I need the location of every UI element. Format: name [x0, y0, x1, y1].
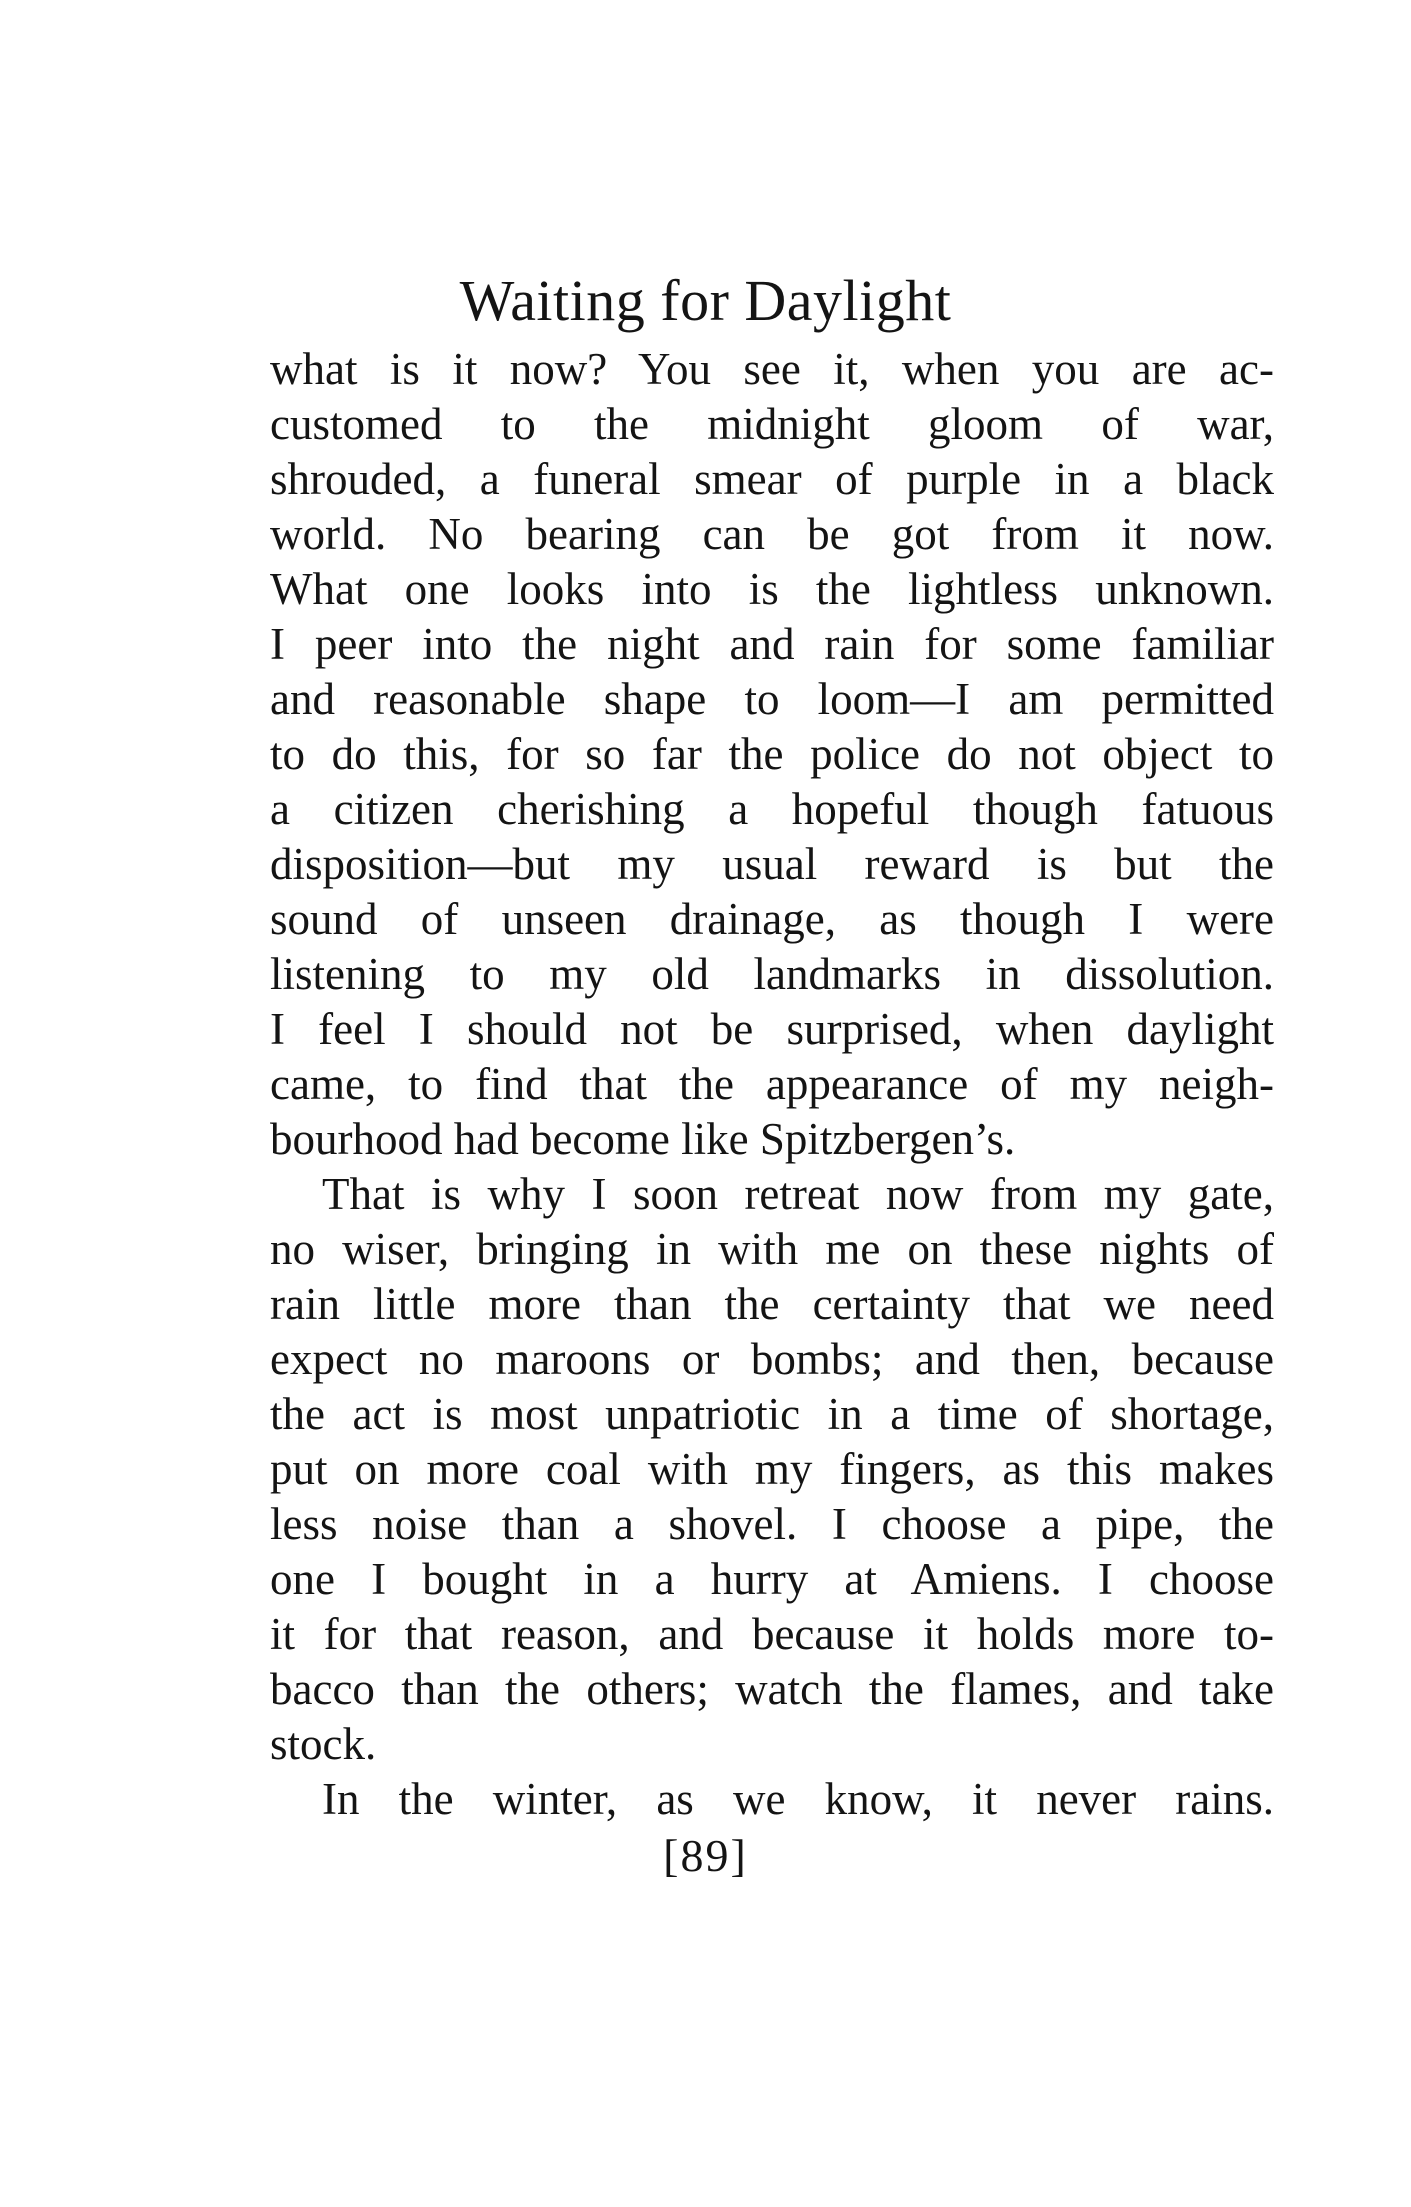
text-line: to do this, for so far the police do not object to: [270, 729, 1274, 779]
text-line: I feel I should not be surprised, when daylight: [270, 1004, 1274, 1054]
text-line: no wiser, bringing in with me on these nights of: [270, 1224, 1274, 1274]
text-line: rain little more than the certainty that we need: [270, 1279, 1274, 1329]
text-line: expect no maroons or bombs; and then, because: [270, 1334, 1274, 1384]
text-line: and reasonable shape to loom—I am permitted: [270, 674, 1274, 724]
page-number: [89]: [663, 1830, 748, 1881]
text-line: world. No bearing can be got from it now.: [270, 509, 1274, 559]
text-line: came, to find that the appearance of my neigh-: [270, 1059, 1274, 1109]
text-line: bacco than the others; watch the flames, and take: [270, 1664, 1274, 1714]
text-line: That is why I soon retreat now from my gate,: [322, 1169, 1274, 1219]
text-line: disposition—but my usual reward is but the: [270, 839, 1274, 889]
text-line: a citizen cherishing a hopeful though fatuous: [270, 784, 1274, 834]
text-line: it for that reason, and because it holds more to-: [270, 1609, 1274, 1659]
text-line: listening to my old landmarks in dissolution.: [270, 949, 1274, 999]
text-line: I peer into the night and rain for some familiar: [270, 619, 1274, 669]
text-line: shrouded, a funeral smear of purple in a black: [270, 454, 1274, 504]
text-line: stock.: [270, 1719, 377, 1769]
text-line: what is it now? You see it, when you are ac-: [270, 344, 1274, 394]
running-head: Waiting for Daylight: [459, 268, 952, 333]
text-line: one I bought in a hurry at Amiens. I choose: [270, 1554, 1274, 1604]
text-line: sound of unseen drainage, as though I were: [270, 894, 1274, 944]
text-line: bourhood had become like Spitzbergen’s.: [270, 1114, 1016, 1164]
body-text: [270, 342, 1274, 1827]
text-line: the act is most unpatriotic in a time of shortage,: [270, 1389, 1274, 1439]
text-line: put on more coal with my fingers, as this makes: [270, 1444, 1274, 1494]
text-line: customed to the midnight gloom of war,: [270, 399, 1274, 449]
text-line: What one looks into is the lightless unknown.: [270, 564, 1274, 614]
text-line: less noise than a shovel. I choose a pipe, the: [270, 1499, 1274, 1549]
text-line: In the winter, as we know, it never rains.: [322, 1774, 1274, 1824]
